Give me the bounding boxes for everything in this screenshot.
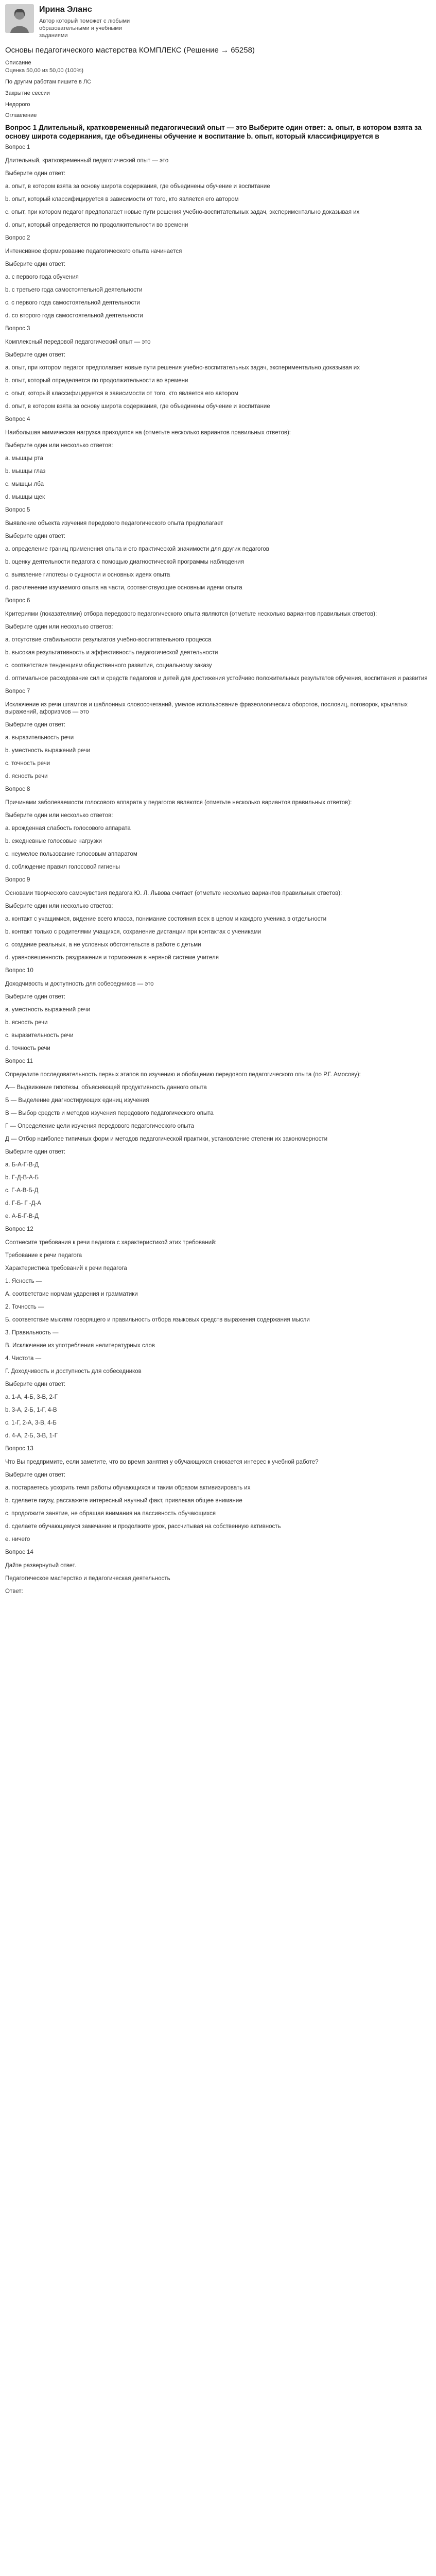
answer-option: c. выявление гипотезы о сущности и основных идеях опыта [5, 572, 170, 578]
answer-option: b. мышцы глаз [5, 468, 46, 474]
answer-option: d. уравновешенность раздражения и торможения в нервной системе учителя [5, 955, 219, 961]
question-line: Б — Выделение диагностирующих единиц изучения [5, 1097, 149, 1104]
question-text: Дайте развернутый ответ. [5, 1563, 76, 1569]
score-text: Оценка 50,00 из 50,00 (100%) [5, 67, 84, 74]
answer-option: d. 4-А, 2-Б, 3-В, 1-Г [5, 1433, 58, 1439]
answer-instruction: Выберите один ответ: [5, 352, 66, 358]
answer-option: c. продолжите занятие, не обращая внимания на пассивность обучающихся [5, 1511, 216, 1517]
question-text: Критериями (показателями) отбора передового педагогического опыта являются (отметьте несколько вариантов правильных ответов): [5, 611, 377, 617]
closing-text: Закрытие сессии [5, 90, 50, 96]
question-text: Выявление объекта изучения передового педагогического опыта предполагает [5, 520, 223, 527]
answer-option: d. соблюдение правил голосовой гигиены [5, 864, 120, 870]
answer-option: a. уместность выражений речи [5, 1007, 91, 1013]
answer-option: a. 1-А, 4-Б, 3-В, 2-Г [5, 1394, 58, 1400]
answer-instruction: Выберите один ответ: [5, 1149, 66, 1155]
answer-option: c. соответствие тенденциям общественного развития, социальному заказу [5, 663, 212, 669]
answer-option: a. определение границ применения опыта и его практической значимости для других педагогов [5, 546, 269, 552]
author-name[interactable]: Ирина Эланс [39, 5, 92, 14]
answer-option: a. мышцы рта [5, 455, 43, 462]
question-block [5, 144, 431, 229]
answer-instruction: Выберите один ответ: [5, 1381, 66, 1387]
question-line: Ответ: [5, 1588, 23, 1595]
answer-instruction: Выберите один ответ: [5, 722, 66, 728]
question-number: Вопрос 11 [5, 1058, 33, 1064]
question-block [5, 325, 431, 410]
question-text: Что Вы предпримите, если заметите, что во время занятия у обучающихся снижается интерес к учебной работе? [5, 1459, 319, 1465]
question-number: Вопрос 3 [5, 326, 30, 332]
answer-option: b. высокая результативность и эффективность педагогической деятельности [5, 650, 218, 656]
question-number: Вопрос 9 [5, 877, 30, 883]
answer-option: c. опыт, который классифицируется в зависимости от того, кто является его автором [5, 391, 238, 397]
answer-option: c. точность речи [5, 760, 50, 767]
question-block [5, 506, 431, 591]
page-title: Основы педагогического мастерства КОМПЛЕКС (Решение → 65258) [5, 46, 255, 55]
answer-option: d. точность речи [5, 1045, 50, 1052]
question-text: Доходчивость и доступность для собеседников — это [5, 981, 154, 987]
author-description: Автор который поможет с любыми образовательными и учебными заданиями [39, 18, 130, 39]
answer-option: b. ежедневные голосовые нагрузки [5, 838, 102, 844]
question-block [5, 1226, 431, 1439]
question-line: В. Исключение из употребления нелитературных слов [5, 1343, 155, 1349]
question-text: Соотнесите требования к речи педагога с характеристикой этих требований: [5, 1240, 217, 1246]
question-block [5, 1058, 431, 1220]
question-line: Г. Доходчивость и доступность для собеседников [5, 1368, 142, 1375]
answer-option: b. сделаете паузу, расскажете интересный научный факт, привлекая общее внимание [5, 1498, 242, 1504]
answer-instruction: Выберите один ответ: [5, 1472, 66, 1478]
question-line: Характеристика требований к речи педагога [5, 1265, 127, 1272]
question-line: В — Выбор средств и методов изучения передового педагогического опыта [5, 1110, 214, 1116]
answer-option: d. Г-Б- Г -Д-А [5, 1200, 41, 1207]
question-number: Вопрос 1 [5, 144, 30, 150]
answer-option: b. опыт, который определяется по продолжительности во времени [5, 378, 188, 384]
answer-option: a. выразительность речи [5, 735, 74, 741]
author-header [5, 4, 431, 39]
answer-option: d. ясность речи [5, 773, 48, 779]
answer-option: a. с первого года обучения [5, 274, 79, 280]
question-block [5, 1549, 431, 1595]
answer-option: d. мышцы щек [5, 494, 45, 500]
answer-option: e. А-Б-Г-В-Д [5, 1213, 39, 1219]
question-text: Определите последовательность первых этапов по изучению и обобщению передового педагогического опыта (по Р.Г. Амосову): [5, 1072, 361, 1078]
question-line: Д — Отбор наиболее типичных форм и методов педагогической практики, установление степени их закономерности [5, 1136, 328, 1142]
question-block [5, 688, 431, 780]
question-text: Интенсивное формирование педагогического опыта начинается [5, 248, 182, 255]
question-number: Вопрос 7 [5, 688, 30, 694]
answer-instruction: Выберите один ответ: [5, 994, 66, 1000]
question-line: 3. Правильность — [5, 1330, 59, 1336]
question-number: Вопрос 12 [5, 1226, 33, 1232]
answer-option: c. 1-Г, 2-А, 3-В, 4-Б [5, 1420, 57, 1426]
answer-option: a. отсутствие стабильности результатов учебно-воспитательного процесса [5, 637, 212, 643]
question-line: 1. Ясность — [5, 1278, 42, 1284]
answer-option: d. опыт, который определяется по продолжительности во времени [5, 222, 188, 228]
question-number: Вопрос 10 [5, 968, 33, 974]
question-number: Вопрос 8 [5, 786, 30, 792]
answer-option: e. ничего [5, 1536, 30, 1543]
answer-instruction: Выберите один или несколько ответов: [5, 443, 113, 449]
answer-option: b. оценку деятельности педагога с помощью диагностической программы наблюдения [5, 559, 245, 565]
answer-option: d. расчленение изучаемого опыта на части, соответствующие основным идеям опыта [5, 585, 242, 591]
answer-option: b. ясность речи [5, 1020, 48, 1026]
questions-list [5, 144, 431, 1595]
question-line: 4. Чистота — [5, 1355, 42, 1362]
question-number: Вопрос 13 [5, 1446, 33, 1452]
question-block [5, 597, 431, 682]
answer-instruction: Выберите один или несколько ответов: [5, 624, 113, 630]
question-number: Вопрос 14 [5, 1549, 33, 1555]
avatar [5, 4, 34, 33]
question-block [5, 786, 431, 871]
question-block [5, 234, 431, 319]
question-line: Г — Определение цели изучения передового педагогического опыта [5, 1123, 194, 1129]
question-number: Вопрос 2 [5, 235, 30, 241]
answer-option: b. с третьего года самостоятельной деятельности [5, 287, 143, 293]
question-line: А— Выдвижение гипотезы, объясняющей продуктивность данного опыта [5, 1084, 207, 1091]
answer-instruction: Выберите один ответ: [5, 533, 66, 539]
answer-option: b. опыт, который классифицируется в зависимости от того, кто является его автором [5, 196, 239, 202]
answer-option: d. опыт, в котором взята за основу широта содержания, где объединены обучение и воспитание [5, 403, 270, 410]
lead-question-heading: Вопрос 1 Длительный, кратковременный педагогический опыт — это Выберите один ответ: a. опыт, в котором взята за основу широта содержания, где объединены обучение и воспитание b. опыт, который классифицируется в [5, 124, 422, 140]
question-line: Педагогическое мастерство и педагогическая деятельность [5, 1575, 170, 1582]
answer-option: a. Б-А-Г-В-Д [5, 1162, 39, 1168]
question-block [5, 1445, 431, 1543]
answer-option: a. контакт с учащимися, видение всего класса, понимание состояния всех в целом и каждого ученика в отдельности [5, 916, 327, 922]
answer-option: b. уместность выражений речи [5, 748, 91, 754]
question-text: Основами творческого самочувствия педагога Ю. Л. Львова считает (отметьте несколько вариантов правильных ответов): [5, 890, 342, 896]
doc-meta [5, 59, 431, 119]
question-text: Комплексный передовой педагогический опыт — это [5, 339, 151, 345]
answer-option: d. оптимальное расходование сил и средств педагогов и детей для достижения устойчиво положительных результатов обучения, воспитания и развития [5, 675, 428, 682]
toc-label: Оглавление [5, 112, 37, 118]
answer-option: b. контакт только с родителями учащихся, сохранение дистанции при контактах с учениками [5, 929, 261, 935]
answer-option: a. опыт, при котором педагог предполагает новые пути решения учебно-воспитательных задач, экспериментально доказывая их [5, 365, 360, 371]
question-text: Причинами заболеваемости голосового аппарата у педагогов являются (отметьте несколько вариантов правильных ответов): [5, 800, 352, 806]
answer-instruction: Выберите один ответ: [5, 171, 66, 177]
question-line: А. соответствие нормам ударения и грамматики [5, 1291, 138, 1297]
question-line: Б. соответствие мыслям говорящего и правильность отбора языковых средств выражения содержания мысли [5, 1317, 310, 1323]
answer-instruction: Выберите один или несколько ответов: [5, 903, 113, 909]
description-label: Описание [5, 60, 31, 66]
question-number: Вопрос 4 [5, 416, 30, 422]
question-text: Исключение из речи штампов и шаблонных словосочетаний, умелое использование фразеологических оборотов, пословиц, поговорок, крылатых выражений, афоризмов — это [5, 702, 408, 715]
question-text: Длительный, кратковременный педагогический опыт — это [5, 158, 169, 164]
avatar-photo-icon [5, 4, 34, 33]
answer-option: a. постараетесь ускорить темп работы обучающихся и таким образом активизировать их [5, 1485, 251, 1491]
answer-option: b. 3-А, 2-Б, 1-Г, 4-В [5, 1407, 57, 1413]
answer-instruction: Выберите один или несколько ответов: [5, 812, 113, 819]
price-text: Недорого [5, 101, 30, 108]
other-works-text: По другим работам пишите в ЛС [5, 79, 92, 85]
answer-option: c. мышцы лба [5, 481, 44, 487]
question-line: Требование к речи педагога [5, 1252, 82, 1259]
answer-option: d. со второго года самостоятельной деятельности [5, 313, 143, 319]
answer-option: a. врожденная слабость голосового аппарата [5, 825, 131, 832]
question-number: Вопрос 6 [5, 598, 30, 604]
answer-option: c. выразительность речи [5, 1032, 74, 1039]
question-block [5, 876, 431, 961]
answer-option: a. опыт, в котором взята за основу широта содержания, где объединены обучение и воспитание [5, 183, 270, 190]
question-text: Наибольшая мимическая нагрузка приходится на (отметьте несколько вариантов правильных ответов): [5, 430, 291, 436]
answer-option: d. сделаете обучающемуся замечание и продолжите урок, рассчитывая на собственную активность [5, 1523, 281, 1530]
answer-option: b. Г-Д-В-А-Б [5, 1175, 39, 1181]
question-number: Вопрос 5 [5, 507, 30, 513]
author-info [39, 4, 147, 39]
question-block [5, 967, 431, 1052]
answer-instruction: Выберите один ответ: [5, 261, 66, 267]
question-block [5, 416, 431, 501]
answer-option: c. неумелое пользование голосовым аппаратом [5, 851, 137, 857]
answer-option: c. Г-А-В-Б-Д [5, 1188, 39, 1194]
question-line: 2. Точность — [5, 1304, 44, 1310]
answer-option: c. с первого года самостоятельной деятельности [5, 300, 140, 306]
answer-option: c. опыт, при котором педагог предполагает новые пути решения учебно-воспитательных задач, экспериментально доказывая их [5, 209, 360, 215]
answer-option: c. создание реальных, а не условных обстоятельств в работе с детьми [5, 942, 201, 948]
